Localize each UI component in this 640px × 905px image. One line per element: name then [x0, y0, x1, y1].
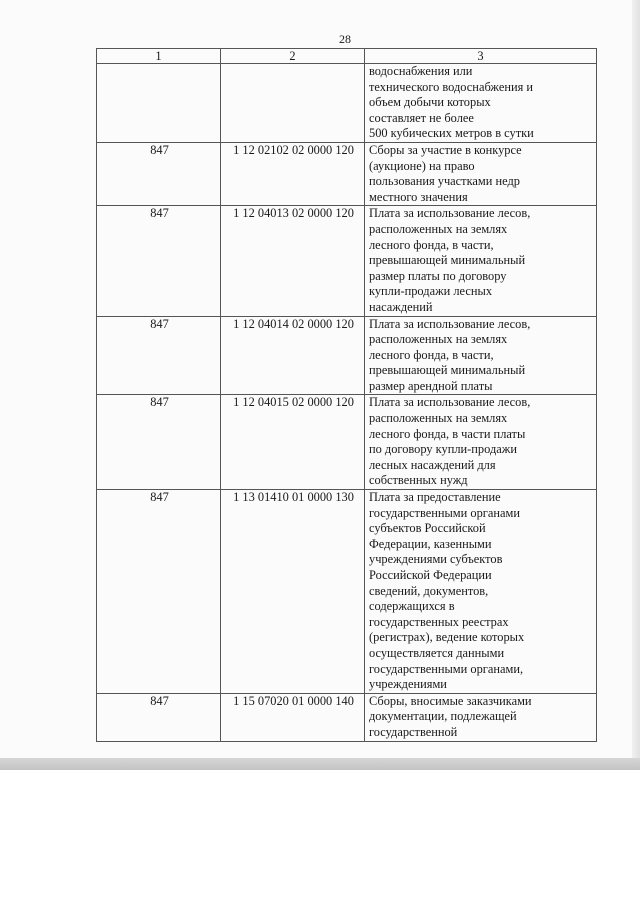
page-number: 28: [339, 32, 351, 46]
admin-code-cell: [97, 64, 221, 143]
description-cell: Плата за использование лесов, расположенных на землях лесного фонда, в части платы по договору купли-продажи лесных насаждений для собственных нужд: [365, 395, 597, 490]
table-row: [97, 142, 597, 205]
revenue-code-cell: 1 12 04014 02 0000 120: [221, 316, 365, 395]
table-row: [97, 206, 597, 316]
scan-bottom-shadow: [0, 758, 640, 770]
revenue-code-cell: 1 12 04013 02 0000 120: [221, 206, 365, 316]
column-header-3: 3: [365, 49, 597, 64]
revenue-codes-table: [96, 48, 597, 742]
table-row: [97, 64, 597, 143]
description-cell: Плата за использование лесов, расположенных на землях лесного фонда, в части, превышающей минимальный размер платы по договору купли-продажи лесных насаждений: [365, 206, 597, 316]
table-row: [97, 490, 597, 694]
revenue-code-cell: 1 12 02102 02 0000 120: [221, 142, 365, 205]
revenue-code-cell: 1 12 04015 02 0000 120: [221, 395, 365, 490]
revenue-code-cell: 1 13 01410 01 0000 130: [221, 490, 365, 694]
table-row: [97, 395, 597, 490]
admin-code-cell: 847: [97, 395, 221, 490]
table-header-row: [97, 49, 597, 64]
description-cell: Сборы за участие в конкурсе (аукционе) на право пользования участками недр местного значения: [365, 142, 597, 205]
admin-code-cell: 847: [97, 490, 221, 694]
admin-code-cell: 847: [97, 316, 221, 395]
table-row: [97, 693, 597, 741]
revenue-code-cell: [221, 64, 365, 143]
column-header-2: 2: [221, 49, 365, 64]
revenue-code-cell: 1 15 07020 01 0000 140: [221, 693, 365, 741]
admin-code-cell: 847: [97, 206, 221, 316]
description-cell: Плата за использование лесов, расположенных на землях лесного фонда, в части, превышающей минимальный размер арендной платы: [365, 316, 597, 395]
description-cell: Плата за предоставление государственными органами субъектов Российской Федерации, казенными учреждениями субъектов Российской Федерации сведений, документов, содержащихся в государственных реестрах (регистрах), ведение которых осуществляется данными государственными органами, учреждениями: [365, 490, 597, 694]
admin-code-cell: 847: [97, 693, 221, 741]
column-header-1: 1: [97, 49, 221, 64]
description-cell: Сборы, вносимые заказчиками документации, подлежащей государственной: [365, 693, 597, 741]
scan-edge-shadow: [632, 0, 640, 770]
description-cell: водоснабжения или технического водоснабжения и объем добычи которых составляет не более 500 кубических метров в сутки: [365, 64, 597, 143]
admin-code-cell: 847: [97, 142, 221, 205]
table-row: [97, 316, 597, 395]
